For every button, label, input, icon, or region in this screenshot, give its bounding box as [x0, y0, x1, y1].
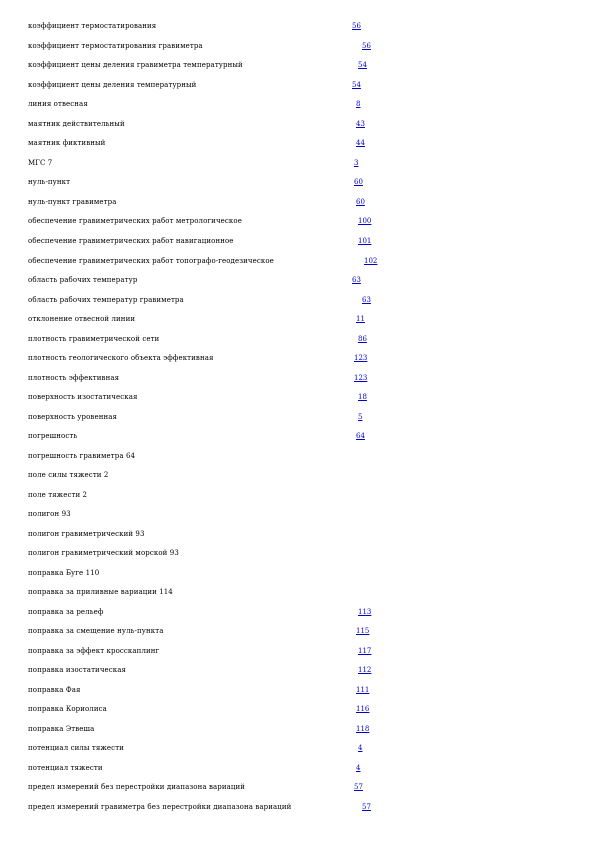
index-term: коэффициент цены деления температурный: [28, 81, 197, 89]
page-number-link[interactable]: 3: [354, 159, 359, 167]
page-number-link[interactable]: 101: [358, 237, 372, 245]
index-term: обеспечение гравиметрических работ топографо-геодезическое: [28, 257, 274, 265]
index-term: погрешность: [28, 432, 78, 440]
page-number-link[interactable]: 44: [356, 139, 365, 147]
page-number-link[interactable]: 115: [356, 627, 370, 635]
index-term: поправка за смещение нуль-пункта: [28, 627, 164, 635]
page-number-link[interactable]: 64: [356, 432, 365, 440]
page-number-link[interactable]: 54: [358, 61, 367, 69]
page-number-link[interactable]: 4: [356, 764, 361, 772]
index-term: маятник действительный: [28, 120, 125, 128]
page-number-link[interactable]: 57: [362, 803, 371, 811]
page-number-link[interactable]: 57: [354, 783, 363, 791]
page-number-link[interactable]: 8: [356, 100, 361, 108]
index-term: нуль-пункт: [28, 178, 71, 186]
page-number-link[interactable]: 123: [354, 374, 368, 382]
page-number-link[interactable]: 54: [352, 81, 361, 89]
index-term: полигон гравиметрический 93: [28, 530, 145, 538]
index-term: коэффициент цены деления гравиметра температурный: [28, 61, 243, 69]
index-term: поле силы тяжести 2: [28, 471, 109, 479]
index-term: нуль-пункт гравиметра: [28, 198, 117, 206]
index-term: маятник фиктивный: [28, 139, 106, 147]
index-term: линия отвесная: [28, 100, 88, 108]
index-term: поле тяжести 2: [28, 491, 88, 499]
page-number-link[interactable]: 117: [358, 647, 372, 655]
index-term: коэффициент термостатирования: [28, 22, 157, 30]
page-number-link[interactable]: 116: [356, 705, 370, 713]
index-term: плотность геологического объекта эффективная: [28, 354, 214, 362]
page-number-link[interactable]: 18: [358, 393, 367, 401]
page-number-link[interactable]: 56: [362, 42, 371, 50]
index-term: плотность эффективная: [28, 374, 120, 382]
index-term: область рабочих температур гравиметра: [28, 296, 184, 304]
index-term: поправка Фая: [28, 686, 81, 694]
index-term: отклонение отвесной линии: [28, 315, 136, 323]
index-term: полигон 93: [28, 510, 71, 518]
index-term: поправка за приливные вариации 114: [28, 588, 173, 596]
page-number-link[interactable]: 112: [358, 666, 372, 674]
index-term: обеспечение гравиметрических работ навигационное: [28, 237, 234, 245]
index-term: коэффициент термостатирования гравиметра: [28, 42, 203, 50]
page-number-link[interactable]: 118: [356, 725, 370, 733]
page-number-link[interactable]: 4: [358, 744, 363, 752]
index-term: плотность гравиметрической сети: [28, 335, 160, 343]
index-term: поправка Этвеша: [28, 725, 95, 733]
index-term: МГС 7: [28, 159, 53, 167]
index-term: поправка изостатическая: [28, 666, 127, 674]
page-number-link[interactable]: 56: [352, 22, 361, 30]
page-number-link[interactable]: 102: [364, 257, 378, 265]
index-term: поправка за рельеф: [28, 608, 104, 616]
page-number-link[interactable]: 86: [358, 335, 367, 343]
index-term: поверхность изостатическая: [28, 393, 138, 401]
index-term: область рабочих температур: [28, 276, 138, 284]
page-number-link[interactable]: 113: [358, 608, 372, 616]
index-term: предел измерений без перестройки диапазона вариаций: [28, 783, 246, 791]
page-number-link[interactable]: 11: [356, 315, 365, 323]
index-term: потенциал тяжести: [28, 764, 103, 772]
page-number-link[interactable]: 43: [356, 120, 365, 128]
page-number-link[interactable]: 5: [358, 413, 363, 421]
page-number-link[interactable]: 100: [358, 217, 372, 225]
page-number-link[interactable]: 63: [362, 296, 371, 304]
page-number-link[interactable]: 60: [356, 198, 365, 206]
index-term: полигон гравиметрический морской 93: [28, 549, 179, 557]
index-term: поправка за эффект кросскаплинг: [28, 647, 160, 655]
page-number-link[interactable]: 111: [356, 686, 370, 694]
page-number-link[interactable]: 123: [354, 354, 368, 362]
index-term: предел измерений гравиметра без перестройки диапазона вариаций: [28, 803, 292, 811]
index-term: поправка Кориолиса: [28, 705, 107, 713]
index-term: поверхность уровенная: [28, 413, 118, 421]
page-number-link[interactable]: 60: [354, 178, 363, 186]
index-term: обеспечение гравиметрических работ метрологическое: [28, 217, 242, 225]
page-number-link[interactable]: 63: [352, 276, 361, 284]
index-term: погрешность гравиметра 64: [28, 452, 136, 460]
index-term: потенциал силы тяжести: [28, 744, 124, 752]
index-term: поправка Буге 110: [28, 569, 100, 577]
